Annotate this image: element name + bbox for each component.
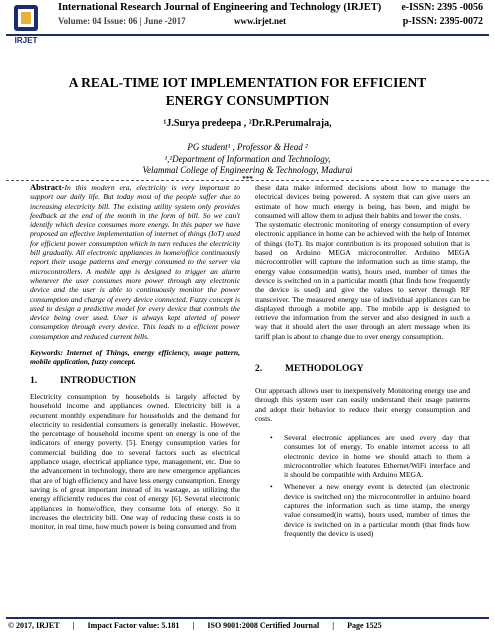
methodology-text: Our approach allows user to inexpensively Monitoring energy use and through this system user can easily understand their usage patterns and adopt their behavior to reduce their energy consumption and costs. bbox=[255, 386, 470, 423]
eissn: e-ISSN: 2395 -0056 bbox=[401, 2, 483, 13]
journal-title: International Research Journal of Engineering and Technology (IRJET) bbox=[58, 2, 382, 13]
footer-iso: ISO 9001:2008 Certified Journal bbox=[207, 621, 320, 630]
authors: ¹J.Surya predeepa , ²Dr.R.Perumalraja, bbox=[163, 118, 332, 129]
section-number: 1. bbox=[30, 376, 38, 386]
separator-stars: *** bbox=[242, 175, 253, 183]
footer-rule bbox=[6, 617, 489, 619]
keywords: Keywords: Internet of Things, energy efficiency, usage pattern, mobile application, fuzzy concept. bbox=[30, 348, 240, 367]
bullet-item: • Several electronic appliances are used every day that consumes lot of energy. To enable internet access to all electronic device in home we should attach to them a microcontroller which features Ethernet/WiFi interface and it should be compatible with Arduino MEGA. bbox=[270, 433, 470, 479]
section-title: INTRODUCTION bbox=[60, 376, 137, 386]
svg-text:IRJET: IRJET bbox=[14, 36, 38, 45]
abstract-label: Abstract- bbox=[30, 182, 65, 192]
header-rule bbox=[6, 34, 489, 36]
affiliation-line-3: Velammal College of Engineering & Technology, Madurai bbox=[142, 165, 353, 175]
journal-header bbox=[0, 0, 495, 56]
section-title: METHODOLOGY bbox=[285, 364, 364, 374]
bullet-item: • Whenever a new energy event is detected (an electronic device is switched on) the microcontroller in arduino board captures the information such as time stamp, the energy value consumed(in watts), hours used, number of times the device is switched on in a particular month (that finds how frequently the device is used) bbox=[270, 482, 470, 538]
issue-line: Volume: 04 Issue: 06 | June -2017 bbox=[58, 16, 186, 26]
affiliation-line-1: PG student¹ , Professor & Head ² bbox=[187, 142, 308, 152]
introduction-text: Electricity consumption by households is largely affected by household income and appliances owned. Electricity bill is a recurrent monthly expenditure for households and the demand for electricity to residential consumers is generally inelastic. However, the percentage of household income spent on energy is one of the indicators of energy poverty. [5]. Energy consumption varies for commercial building due to several factors such as electrical appliance usage, electrical appliance type, management, etc. Due to the advancement in technology, there are new emergence appliances that are of high efficiency and have less energy consumption. Energy saving is of great important instead of its wastage, as utilizing the energy efficiently reduces the cost of energy [6]. Several electronic appliances in home/office, they consume lots of energy. So it increases the electricity bill. One way of reducing these costs is to monitor, in real time, how much power is being consumed and from bbox=[30, 392, 240, 532]
footer-copyright: © 2017, IRJET bbox=[8, 621, 60, 630]
right-column-text: these data make informed decisions about how to manage the electrical devices being powered. A system that can give users an estimate of how much energy is being, has been, and might be consumed will allow them to adjust their habits and lower the costs. The systematic electronic monitoring of energy consumption of every electronic appliance in home can be achieved with the help of Internet of things (IoT). Its major contribution is its proposed solution that is based on Arduino MEGA microcontroller. Arduino MEGA microcontroller will capture the information such as time stamp, the energy value consumed(in watts), hours used, number of times the device is switched on in a particular month (that finds how frequently the device is used) and give the values to server through RF transceiver. The measured energy use of individual appliances can be displayed through a mobile app. The mobile app is designed to retrieve the information from the server and also designed in such a way that it should alert the user through an alert message when its tariff plan is about to change due to over energy consumption. bbox=[255, 183, 470, 341]
section-heading-methodology bbox=[255, 364, 364, 374]
pissn: p-ISSN: 2395-0072 bbox=[402, 16, 483, 27]
affiliation bbox=[0, 142, 495, 177]
abstract-text: In this modern era, electricity is very important to support our daily life. But today most of the people suffer due to increasing electricity bill. The existing utility system only provides feedback at the end of the month in the form of bill. So we can't identify which device consumes more energy. In this paper we have proposed an effective implementation of internet of things (IoT) used for efficient power consumption which in turn reduces the electricity bill gradually. All electronic appliances in home/office continuously report their usage patterns and energy consumed to the server via microcontrollers. A mobile app is designed to trigger an alarm whenever the user consumes more power through any electronic device and the user is able to continuously monitor the power consumption and charge of every device connected. Fuzzy concept is used to design a predictive model for every device that controls the device being over used. User is always kept alerted of power consumption through every device. This leads to a efficient power consumption and reduced current bills. bbox=[30, 183, 240, 341]
irjet-logo-icon bbox=[6, 3, 46, 47]
page-footer: © 2017, IRJET | Impact Factor value: 5.181 | ISO 9001:2008 Certified Journal | Page 1525 bbox=[8, 621, 382, 630]
section-heading-introduction bbox=[30, 376, 136, 386]
footer-page: Page 1525 bbox=[347, 621, 382, 630]
section-number: 2. bbox=[255, 364, 263, 374]
methodology-bullets bbox=[270, 433, 470, 541]
abstract bbox=[30, 183, 240, 341]
paper-title: A REAL-TIME IOT IMPLEMENTATION FOR EFFICIENT ENERGY CONSUMPTION bbox=[68, 75, 427, 108]
affiliation-line-2: ¹,²Department of Information and Technology, bbox=[164, 153, 331, 164]
journal-website: www.irjet.net bbox=[234, 16, 286, 26]
footer-impact: Impact Factor value: 5.181 bbox=[87, 621, 180, 630]
